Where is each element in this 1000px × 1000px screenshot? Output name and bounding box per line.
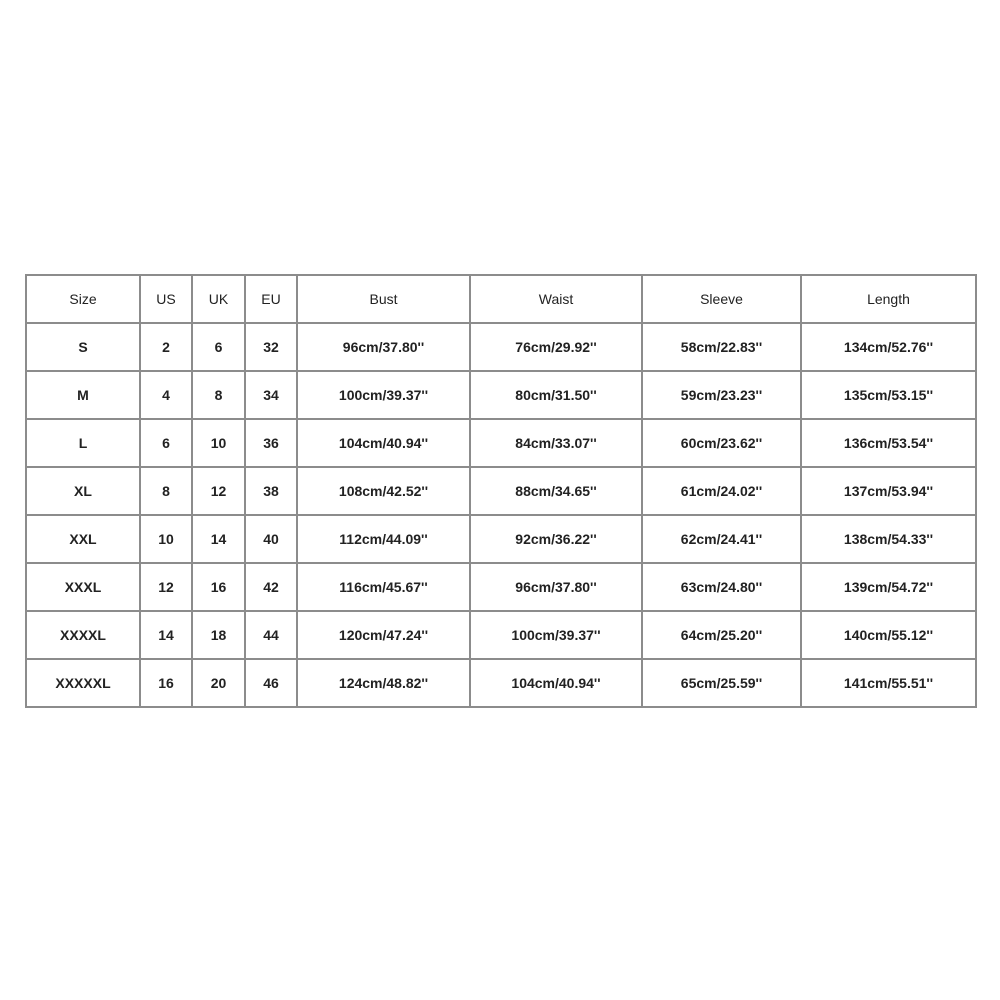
- length-cell: 140cm/55.12'': [801, 611, 976, 659]
- size-chart-table: [25, 274, 977, 708]
- length-cell: 137cm/53.94'': [801, 467, 976, 515]
- sleeve-cell: 63cm/24.80'': [642, 563, 801, 611]
- column-header-bust: Bust: [297, 275, 470, 323]
- header-row: [26, 275, 976, 323]
- uk-cell: 12: [192, 467, 245, 515]
- sleeve-cell: 59cm/23.23'': [642, 371, 801, 419]
- size-cell: XXXXXL: [26, 659, 140, 707]
- us-cell: 2: [140, 323, 192, 371]
- bust-cell: 108cm/42.52'': [297, 467, 470, 515]
- sleeve-cell: 65cm/25.59'': [642, 659, 801, 707]
- bust-cell: 96cm/37.80'': [297, 323, 470, 371]
- sleeve-cell: 62cm/24.41'': [642, 515, 801, 563]
- column-header-uk: UK: [192, 275, 245, 323]
- uk-cell: 6: [192, 323, 245, 371]
- bust-cell: 100cm/39.37'': [297, 371, 470, 419]
- waist-cell: 92cm/36.22'': [470, 515, 642, 563]
- us-cell: 4: [140, 371, 192, 419]
- length-cell: 135cm/53.15'': [801, 371, 976, 419]
- eu-cell: 46: [245, 659, 297, 707]
- table-row: [26, 419, 976, 467]
- eu-cell: 32: [245, 323, 297, 371]
- uk-cell: 14: [192, 515, 245, 563]
- table-row: [26, 371, 976, 419]
- sleeve-cell: 58cm/22.83'': [642, 323, 801, 371]
- us-cell: 8: [140, 467, 192, 515]
- sleeve-cell: 64cm/25.20'': [642, 611, 801, 659]
- size-cell: L: [26, 419, 140, 467]
- table-row: [26, 563, 976, 611]
- uk-cell: 8: [192, 371, 245, 419]
- length-cell: 136cm/53.54'': [801, 419, 976, 467]
- column-header-sleeve: Sleeve: [642, 275, 801, 323]
- waist-cell: 84cm/33.07'': [470, 419, 642, 467]
- us-cell: 6: [140, 419, 192, 467]
- eu-cell: 36: [245, 419, 297, 467]
- size-cell: XL: [26, 467, 140, 515]
- length-cell: 138cm/54.33'': [801, 515, 976, 563]
- us-cell: 14: [140, 611, 192, 659]
- size-cell: M: [26, 371, 140, 419]
- bust-cell: 116cm/45.67'': [297, 563, 470, 611]
- column-header-eu: EU: [245, 275, 297, 323]
- length-cell: 134cm/52.76'': [801, 323, 976, 371]
- table-row: [26, 659, 976, 707]
- size-cell: S: [26, 323, 140, 371]
- table-row: [26, 323, 976, 371]
- waist-cell: 88cm/34.65'': [470, 467, 642, 515]
- table-row: [26, 515, 976, 563]
- bust-cell: 112cm/44.09'': [297, 515, 470, 563]
- table-row: [26, 611, 976, 659]
- uk-cell: 16: [192, 563, 245, 611]
- eu-cell: 42: [245, 563, 297, 611]
- column-header-waist: Waist: [470, 275, 642, 323]
- uk-cell: 18: [192, 611, 245, 659]
- eu-cell: 40: [245, 515, 297, 563]
- us-cell: 16: [140, 659, 192, 707]
- us-cell: 10: [140, 515, 192, 563]
- size-cell: XXL: [26, 515, 140, 563]
- column-header-length: Length: [801, 275, 976, 323]
- waist-cell: 80cm/31.50'': [470, 371, 642, 419]
- uk-cell: 20: [192, 659, 245, 707]
- length-cell: 141cm/55.51'': [801, 659, 976, 707]
- column-header-size: Size: [26, 275, 140, 323]
- size-cell: XXXXL: [26, 611, 140, 659]
- eu-cell: 44: [245, 611, 297, 659]
- sleeve-cell: 61cm/24.02'': [642, 467, 801, 515]
- waist-cell: 104cm/40.94'': [470, 659, 642, 707]
- waist-cell: 100cm/39.37'': [470, 611, 642, 659]
- eu-cell: 38: [245, 467, 297, 515]
- waist-cell: 76cm/29.92'': [470, 323, 642, 371]
- table-row: [26, 467, 976, 515]
- bust-cell: 104cm/40.94'': [297, 419, 470, 467]
- uk-cell: 10: [192, 419, 245, 467]
- waist-cell: 96cm/37.80'': [470, 563, 642, 611]
- bust-cell: 120cm/47.24'': [297, 611, 470, 659]
- us-cell: 12: [140, 563, 192, 611]
- bust-cell: 124cm/48.82'': [297, 659, 470, 707]
- eu-cell: 34: [245, 371, 297, 419]
- sleeve-cell: 60cm/23.62'': [642, 419, 801, 467]
- size-cell: XXXL: [26, 563, 140, 611]
- column-header-us: US: [140, 275, 192, 323]
- length-cell: 139cm/54.72'': [801, 563, 976, 611]
